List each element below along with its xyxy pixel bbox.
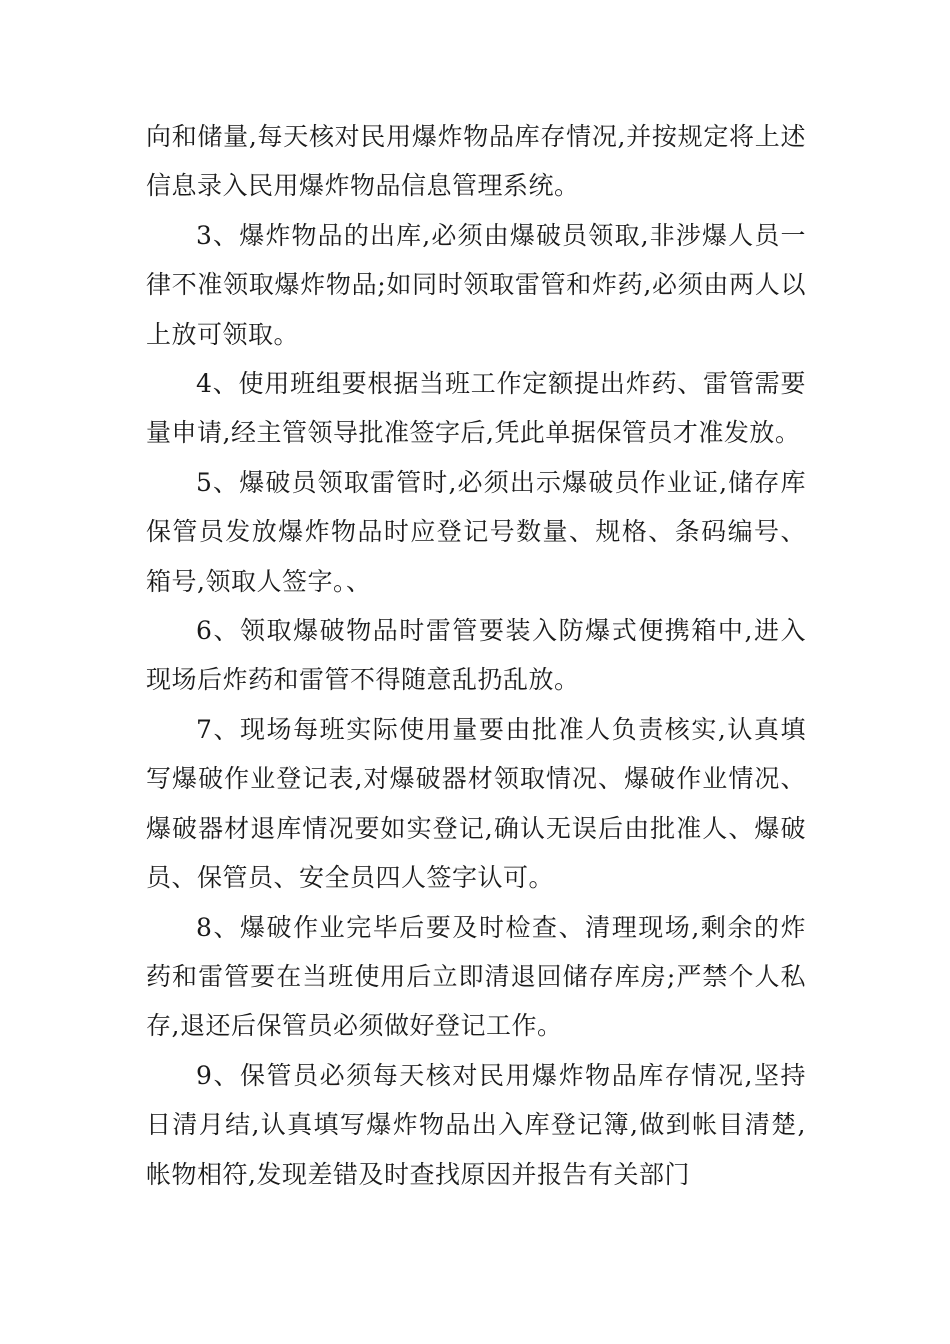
paragraph-item-7: 7、现场每班实际使用量要由批准人负责核实,认真填写爆破作业登记表,对爆破器材领取情况、爆破作业情况、爆破器材退库情况要如实登记,确认无误后由批准人、爆破员、保管员、安全员四人签字认可。	[146, 714, 806, 893]
paragraph-item-4: 4、使用班组要根据当班工作定额提出炸药、雷管需要量申请,经主管领导批准签字后,凭此单据保管员才准发放。	[146, 369, 806, 448]
paragraph-item-3: 3、爆炸物品的出库,必须由爆破员领取,非涉爆人员一律不准领取爆炸物品;如同时领取雷管和炸药,必须由两人以上放可领取。	[146, 220, 806, 349]
paragraph-item-5: 5、爆破员领取雷管时,必须出示爆破员作业证,储存库保管员发放爆炸物品时应登记号数量、规格、条码编号、箱号,领取人签字。、	[146, 467, 806, 596]
paragraph-item-6: 6、领取爆破物品时雷管要装入防爆式便携箱中,进入现场后炸药和雷管不得随意乱扔乱放。	[146, 616, 806, 695]
paragraph-item-9: 9、保管员必须每天核对民用爆炸物品库存情况,坚持日清月结,认真填写爆炸物品出入库登记簿,做到帐目清楚,帐物相符,发现差错及时查找原因并报告有关部门	[146, 1060, 806, 1189]
paragraph-continuation: 向和储量,每天核对民用爆炸物品库存情况,并按规定将上述信息录入民用爆炸物品信息管理系统。	[146, 122, 806, 201]
document-body	[146, 112, 806, 1199]
paragraph-item-8: 8、爆破作业完毕后要及时检查、清理现场,剩余的炸药和雷管要在当班使用后立即清退回储存库房;严禁个人私存,退还后保管员必须做好登记工作。	[146, 912, 806, 1041]
